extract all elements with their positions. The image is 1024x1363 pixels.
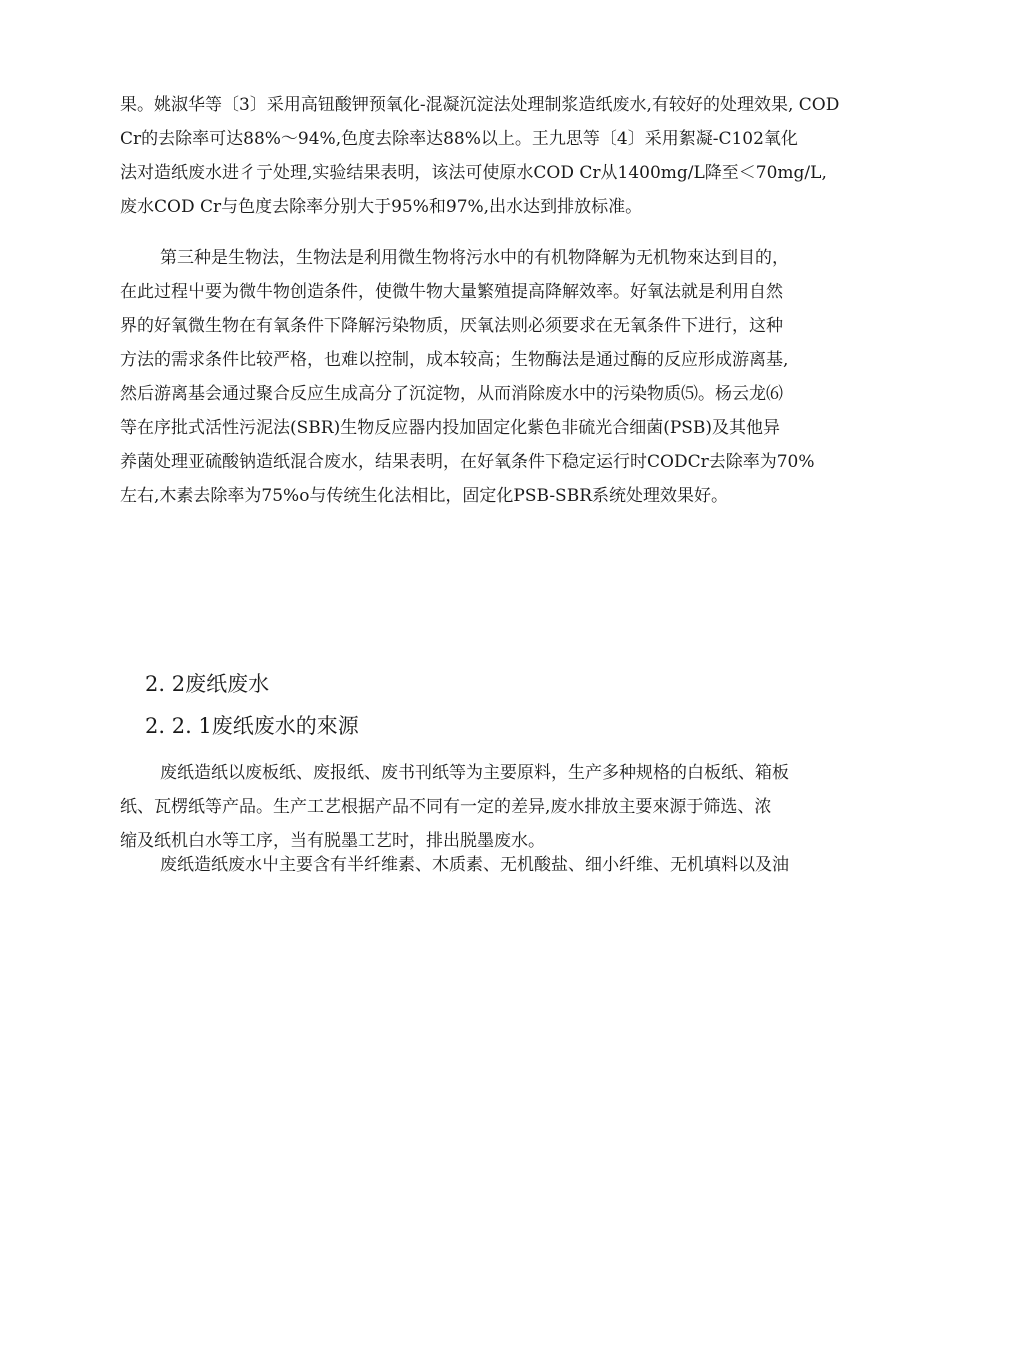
paragraph-2-line: 第三种是生物法，生物法是利用微生物将污水中的有机物降解为无机物來达到目的，	[160, 248, 789, 268]
section-heading-2-2: 2. 2废纸废水	[145, 672, 270, 696]
paragraph-4-line: 废纸造纸废水屮主要含有半纤维素、木质素、无机酸盐、细小纤维、无机填料以及油	[160, 855, 789, 875]
paragraph-2-line: 界的好氧微生物在有氧条件下降解污染物质，厌氧法则必须要求在无氧条件下进行，这种	[120, 316, 783, 336]
section-heading-2-2-1: 2. 2. 1废纸废水的來源	[145, 714, 359, 738]
paragraph-1-line: 法对造纸废水进彳亍处理,实验结果表明，该法可使原水COD Cr从1400mg/L降至＜70mg/L,	[120, 163, 827, 183]
paragraph-2-line: 然后游离基会通过聚合反应生成高分了沉淀物，从而消除废水中的污染物质⑸。杨云龙⑹	[120, 384, 783, 404]
paragraph-2-line: 在此过程屮要为微牛物创造条件，使微牛物大量繁殖提高降解效率。好氧法就是利用自然	[120, 282, 783, 302]
paragraph-1	[120, 88, 920, 224]
paragraph-3-line: 纸、瓦楞纸等产品。生产工艺根据产品不同有一定的差异,废水排放主要來源于筛选、浓	[120, 797, 772, 817]
paragraph-3	[120, 756, 920, 858]
paragraph-4	[120, 848, 920, 882]
paragraph-3-line: 缩及纸机白水等工序，当有脱墨工艺时，排出脱墨废水。	[120, 831, 545, 851]
paragraph-1-line: 果。姚淑华等〔3〕采用高钮酸钾预氧化-混凝沉淀法处理制浆造纸废水,有较好的处理效果, COD	[120, 95, 840, 115]
paragraph-3-line: 废纸造纸以废板纸、废报纸、废书刊纸等为主要原料，生产多种规格的白板纸、箱板	[160, 763, 789, 783]
paragraph-1-line: 废水COD Cr与色度去除率分别大于95%和97%,出水达到排放标准。	[120, 197, 643, 217]
paragraph-2-line: 养菌处理亚硫酸钠造纸混合废水，结果表明，在好氧条件下稳定运行时CODCr去除率为70%	[120, 452, 815, 472]
paragraph-2-line: 左右,木素去除率为75%o与传统生化法相比，固定化PSB-SBR系统处理效果好。	[120, 486, 728, 506]
paragraph-2-line: 等在序批式活性污泥法(SBR)生物反应器内投加固定化紫色非硫光合细菌(PSB)及其他异	[120, 418, 781, 438]
paragraph-2	[120, 241, 920, 513]
paragraph-1-line: Cr的去除率可达88%～94%,色度去除率达88%以上。王九思等〔4〕采用絮凝-C102氧化	[120, 129, 798, 149]
paragraph-2-line: 方法的需求条件比较严格，也难以控制，成本较高；生物酶法是通过酶的反应形成游离基,	[120, 350, 789, 370]
